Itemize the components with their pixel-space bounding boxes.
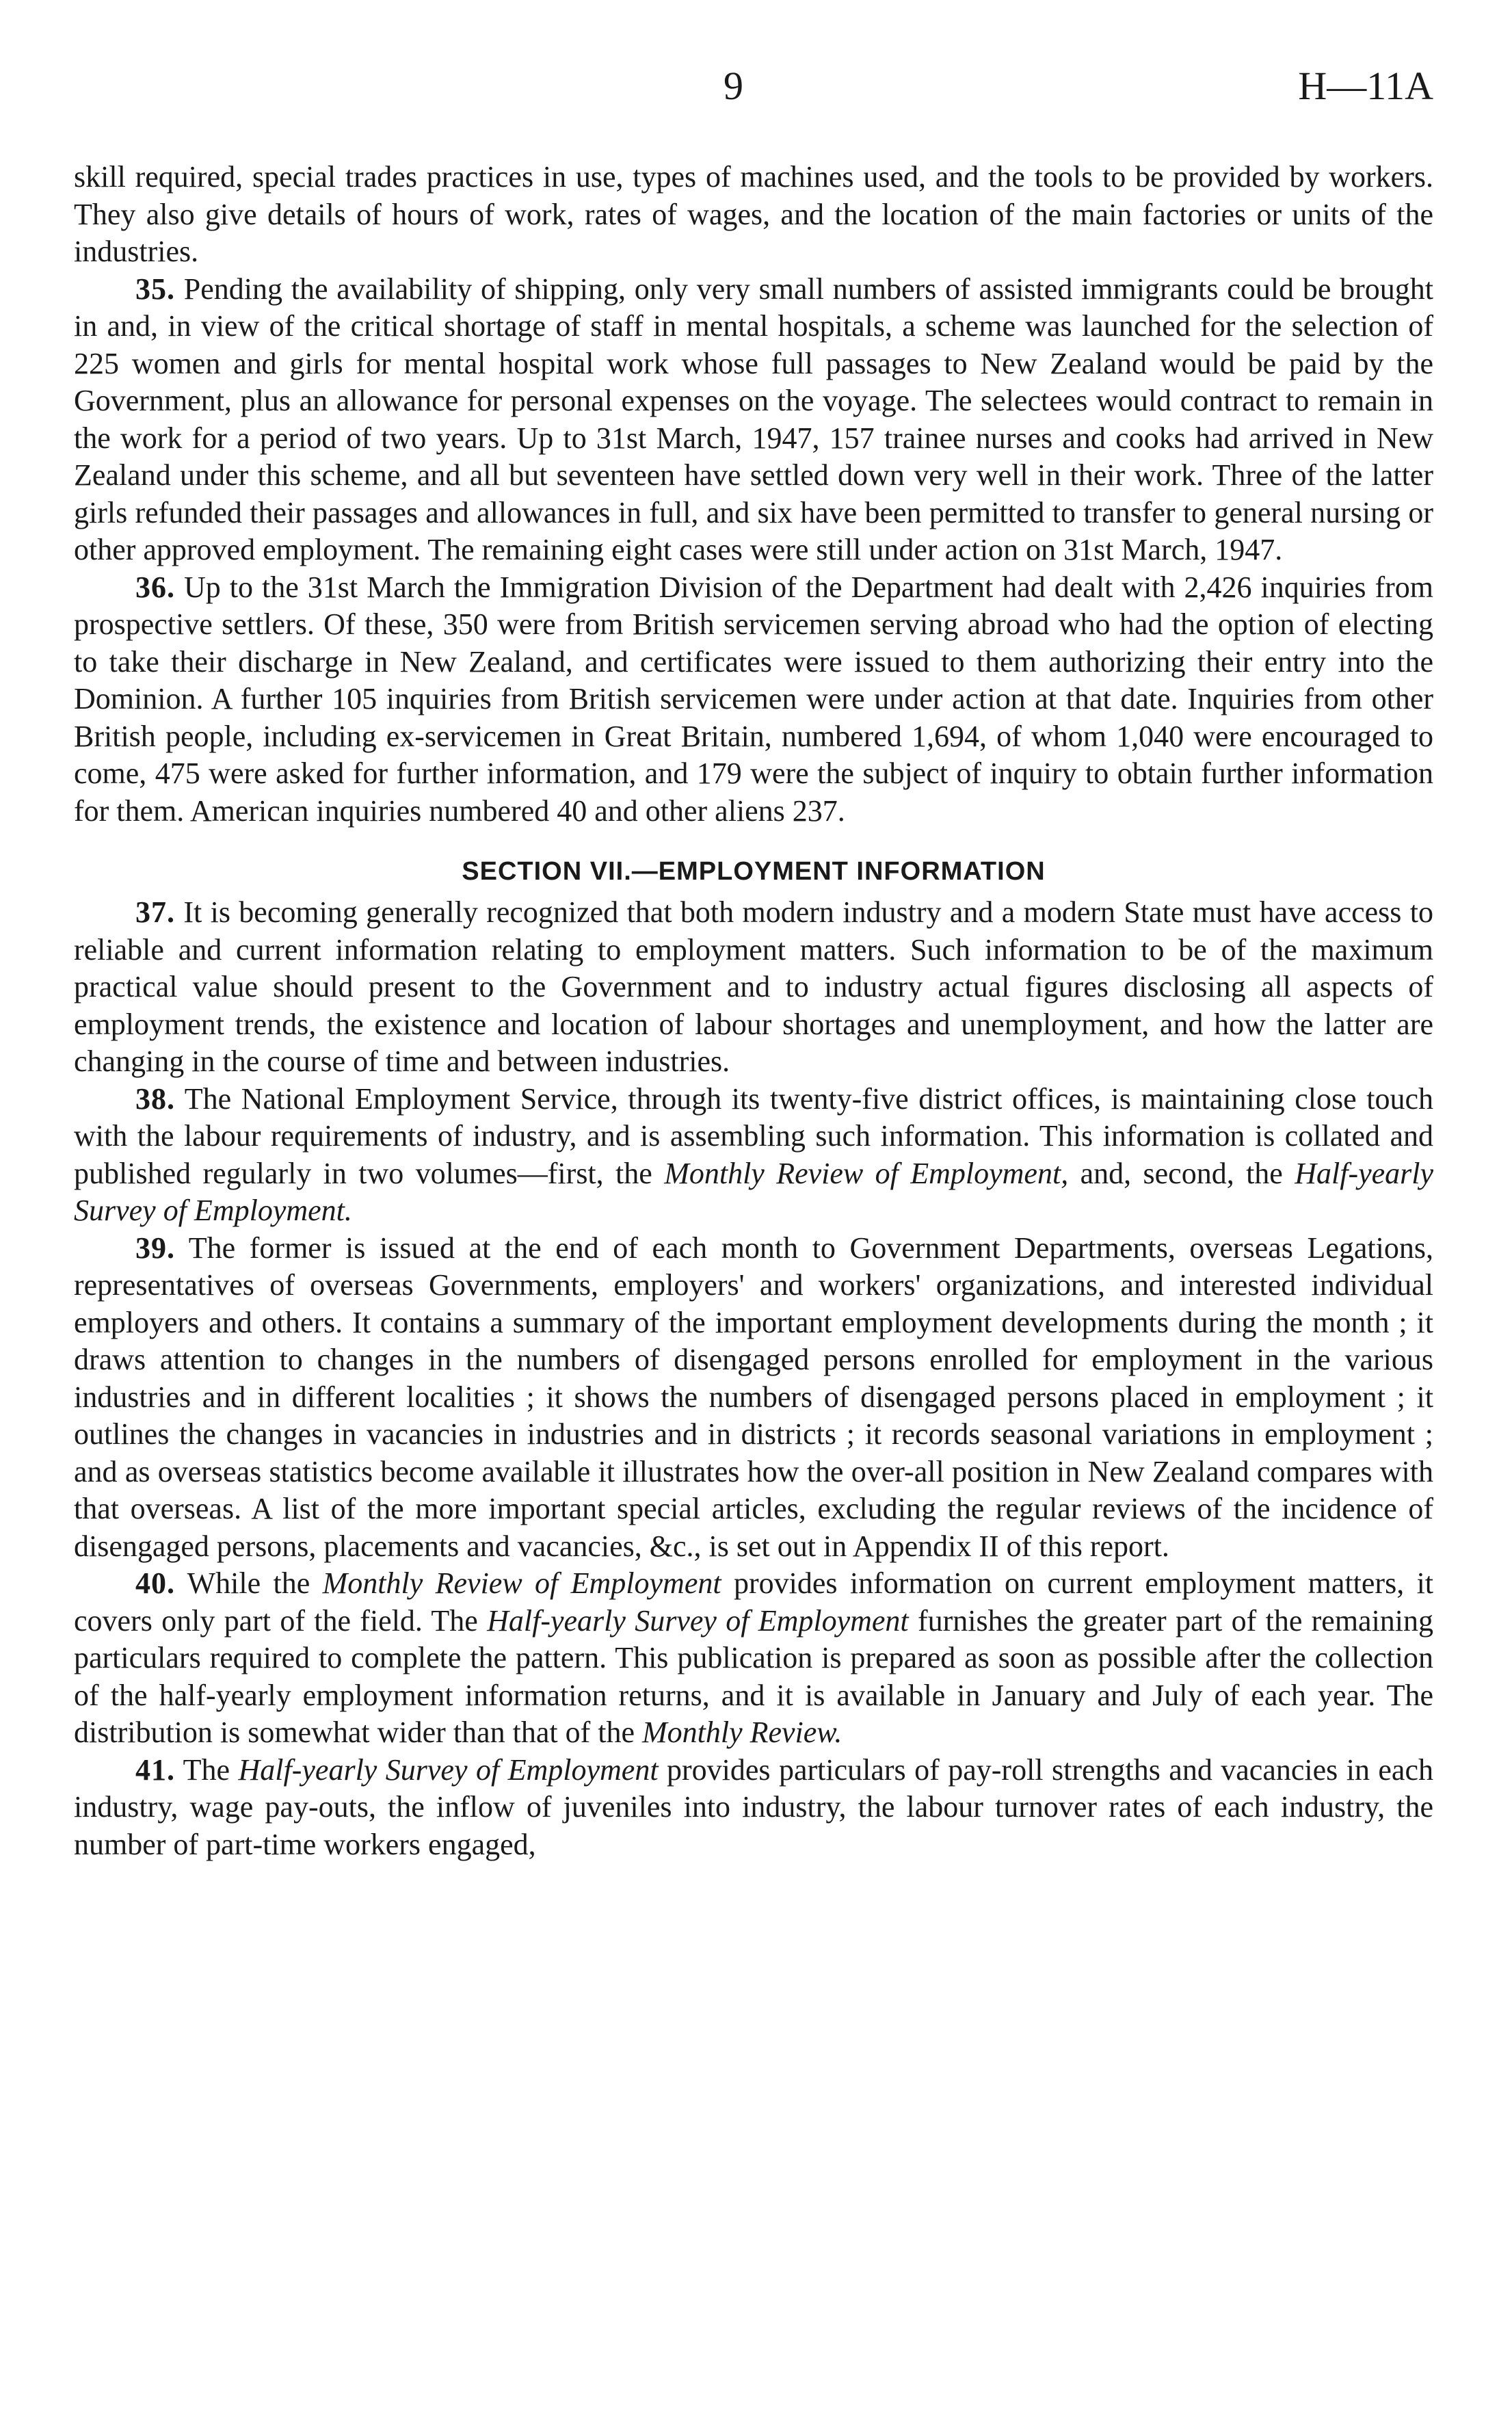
paragraph-text: The National Employment Service, through its twenty-five district offices, is maintaining close touch with the labour requirements of industry, and is assembling such information. This information is collated and published regularly in two volumes—first, the [74, 1081, 1433, 1190]
paragraph-text: and, second, the [1080, 1156, 1283, 1190]
paragraph-text: Up to the 31st March the Immigration Division of the Department had dealt with 2,426 inquiries from prospective settlers. Of these, 350 were from British servicemen serving abroad who had the option of electing to take their discharge in New Zealand, and certificates were issued to them authorizing their entry into the Dominion. A further 105 inquiries from British servicemen were under action at that date. Inquiries from other British people, including ex-servicemen in Great Britain, numbered 1,694, of whom 1,040 were encouraged to come, 475 were asked for further information, and 179 were the subject of inquiry to obtain further information for them. American inquiries numbered 40 and other aliens 237. [74, 570, 1433, 828]
section-heading: SECTION VII.—EMPLOYMENT INFORMATION [462, 857, 1046, 886]
paragraph-number: 40. [135, 1566, 175, 1600]
publication-title: Half-yearly Survey of Employment [238, 1752, 659, 1787]
paragraph-37 [74, 894, 1433, 1081]
paragraph-39 [74, 1230, 1433, 1566]
paragraph-text: While the [187, 1566, 310, 1600]
paragraph-41 [74, 1752, 1433, 1864]
publication-title: Monthly Review of Employment, [664, 1156, 1069, 1190]
paragraph-38 [74, 1081, 1433, 1230]
publication-title: Half-yearly Survey of Employment [487, 1603, 909, 1638]
paragraph-number: 38. [135, 1081, 175, 1116]
page-number: 9 [724, 64, 743, 108]
paragraph-number: 41. [135, 1752, 175, 1787]
paragraph-40 [74, 1565, 1433, 1752]
paragraph-text: provides particulars of pay-roll strengths and vacancies in each industry, wage pay-outs, the inflow of juveniles into industry, the labour turnover rates of each industry, the number of part-time workers engaged, [74, 1752, 1433, 1861]
paragraph-number: 37. [135, 895, 175, 929]
paragraph-number: 39. [135, 1231, 175, 1265]
paragraph-text: provides information on current employment matters, it covers only part of the field. The [74, 1566, 1434, 1638]
paragraph-34-continued [74, 159, 1433, 271]
paragraph-number: 35. [135, 272, 175, 306]
paragraph-text: The former is issued at the end of each month to Government Departments, overseas Legations, representatives of overseas Governments, employers' and workers' organizations, and interested individual employers and others. It contains a summary of the important employment developments during the month ; it draws attention to changes in the numbers of disengaged persons enrolled for employment in the various industries and in different localities ; it shows the numbers of disengaged persons placed in employment ; it outlines the changes in vacancies in industries and in districts ; it records seasonal variations in employment ; and as overseas statistics become available it illustrates how the over-all position in New Zealand compares with that overseas. A list of the more important special articles, excluding the regular reviews of the incidence of disengaged persons, placements and vacancies, &c., is set out in Appendix II of this report. [74, 1231, 1433, 1563]
publication-title: Monthly Review of Employment [322, 1566, 721, 1600]
paragraph-35 [74, 271, 1433, 569]
body-text [74, 159, 1433, 1863]
document-reference: H—11A [1298, 64, 1433, 108]
paragraph-36 [74, 569, 1433, 830]
page-header [74, 63, 1433, 118]
paragraph-text: skill required, special trades practices in use, types of machines used, and the tools to be provided by workers. They also give details of hours of work, rates of wages, and the location of the main factories or units of the industries. [74, 160, 1433, 268]
paragraph-text: furnishes the greater part of the remaining particulars required to complete the pattern. This publication is prepared as soon as possible after the collection of the half-yearly employment information returns, and it is available in January and July of each year. The distribution is somewhat wider than that of the [74, 1603, 1434, 1749]
publication-title: Half-yearly Survey of Employment. [74, 1156, 1434, 1227]
publication-title: Monthly Review. [641, 1716, 843, 1749]
paragraph-number: 36. [135, 570, 175, 604]
paragraph-text: Pending the availability of shipping, only very small numbers of assisted immigrants could be brought in and, in view of the critical shortage of staff in mental hospitals, a scheme was launched for the selection of 225 women and girls for mental hospital work whose full passages to New Zealand would be paid by the Government, plus an allowance for personal expenses on the voyage. The selectees would contract to remain in the work for a period of two years. Up to 31st March, 1947, 157 trainee nurses and cooks had arrived in New Zealand under this scheme, and all but seventeen have settled down very well in their work. Three of the latter girls refunded their passages and allowances in full, and six have been permitted to transfer to general nursing or other approved employment. The remaining eight cases were still under action on 31st March, 1947. [74, 272, 1433, 566]
paragraph-text: It is becoming generally recognized that both modern industry and a modern State must have access to reliable and current information relating to employment matters. Such information to be of the maximum practical value should present to the Government and to industry actual figures disclosing all aspects of employment trends, the existence and location of labour shortages and unemployment, and how the latter are changing in the course of time and between industries. [74, 895, 1433, 1078]
paragraph-text: The [183, 1752, 230, 1787]
